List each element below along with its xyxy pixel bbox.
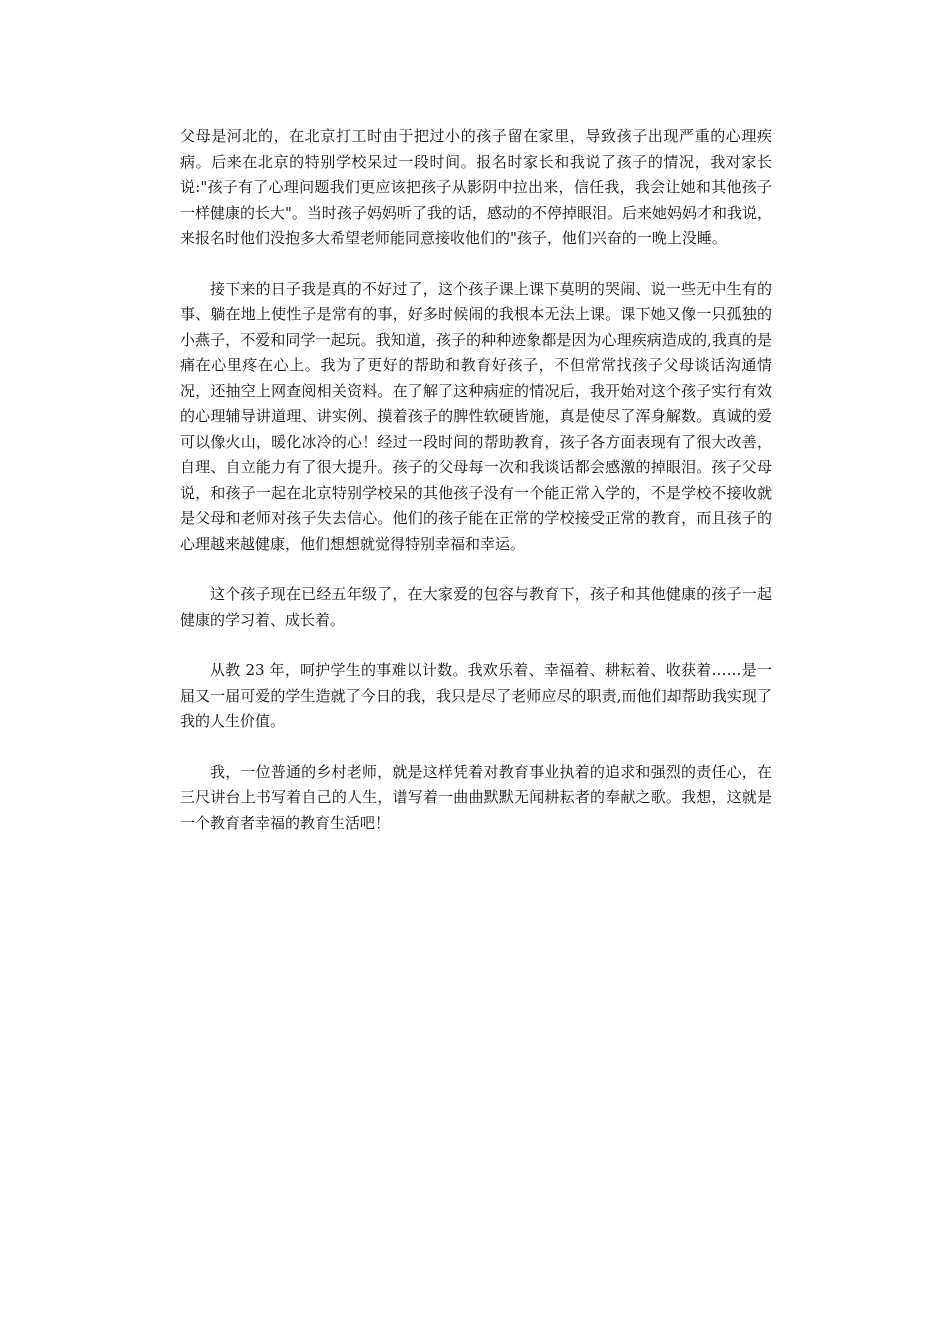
paragraph-1: 父母是河北的，在北京打工时由于把过小的孩子留在家里，导致孩子出现严重的心理疾病。后来在北京的特别学校呆过一段时间。报名时家长和我说了孩子的情况，我对家长说:"孩子有了心理问题我们更应该把孩子从影阴中拉出来，信任我，我会让她和其他孩子一样健康的长大"。当时孩子妈妈听了我的话，感动的不停掉眼泪。后来她妈妈才和我说，来报名时他们没抱多大希望老师能同意接收他们的"孩子，他们兴奋的一晚上没睡。 (180, 127, 772, 247)
paragraph-4: 从教 23 年，呵护学生的事难以计数。我欢乐着、幸福着、耕耘着、收获着……是一届又一届可爱的学生造就了今日的我，我只是尽了老师应尽的职责,而他们却帮助我实现了我的人生价值。 (180, 661, 772, 730)
paragraph-5: 我，一位普通的乡村老师，就是这样凭着对教育事业执着的追求和强烈的责任心，在三尺讲台上书写着自己的人生，谱写着一曲曲默默无闻耕耘者的奉献之歌。我想，这就是一个教育者幸福的教育生活吧！ (180, 762, 772, 832)
paragraph-3: 这个孩子现在已经五年级了，在大家爱的包容与教育下，孩子和其他健康的孩子一起健康的学习着、成长着。 (180, 585, 772, 629)
document-body (180, 124, 772, 861)
paragraph-2: 接下来的日子我是真的不好过了，这个孩子课上课下莫明的哭闹、说一些无中生有的事、躺在地上使性子是常有的事，好多时候闹的我根本无法上课。课下她又像一只孤独的小燕子，不爱和同学一起玩。我知道，孩子的种种迹象都是因为心理疾病造成的,我真的是痛在心里疼在心上。我为了更好的帮助和教育好孩子，不但常常找孩子父母谈话沟通情况，还抽空上网查阅相关资料。在了解了这种病症的情况后，我开始对这个孩子实行有效的心理辅导讲道理、讲实例、摸着孩子的脾性软硬皆施，真是使尽了浑身解数。真诚的爱可以像火山，暖化冰冷的心！经过一段时间的帮助教育，孩子各方面表现有了很大改善，自理、自立能力有了很大提升。孩子的父母每一次和我谈话都会感激的掉眼泪。孩子父母说，和孩子一起在北京特别学校呆的其他孩子没有一个能正常入学的，不是学校不接收就是父母和老师对孩子失去信心。他们的孩子能在正常的学校接受正常的教育，而且孩子的心理越来越健康，他们想想就觉得特别幸福和幸运。 (180, 279, 772, 553)
